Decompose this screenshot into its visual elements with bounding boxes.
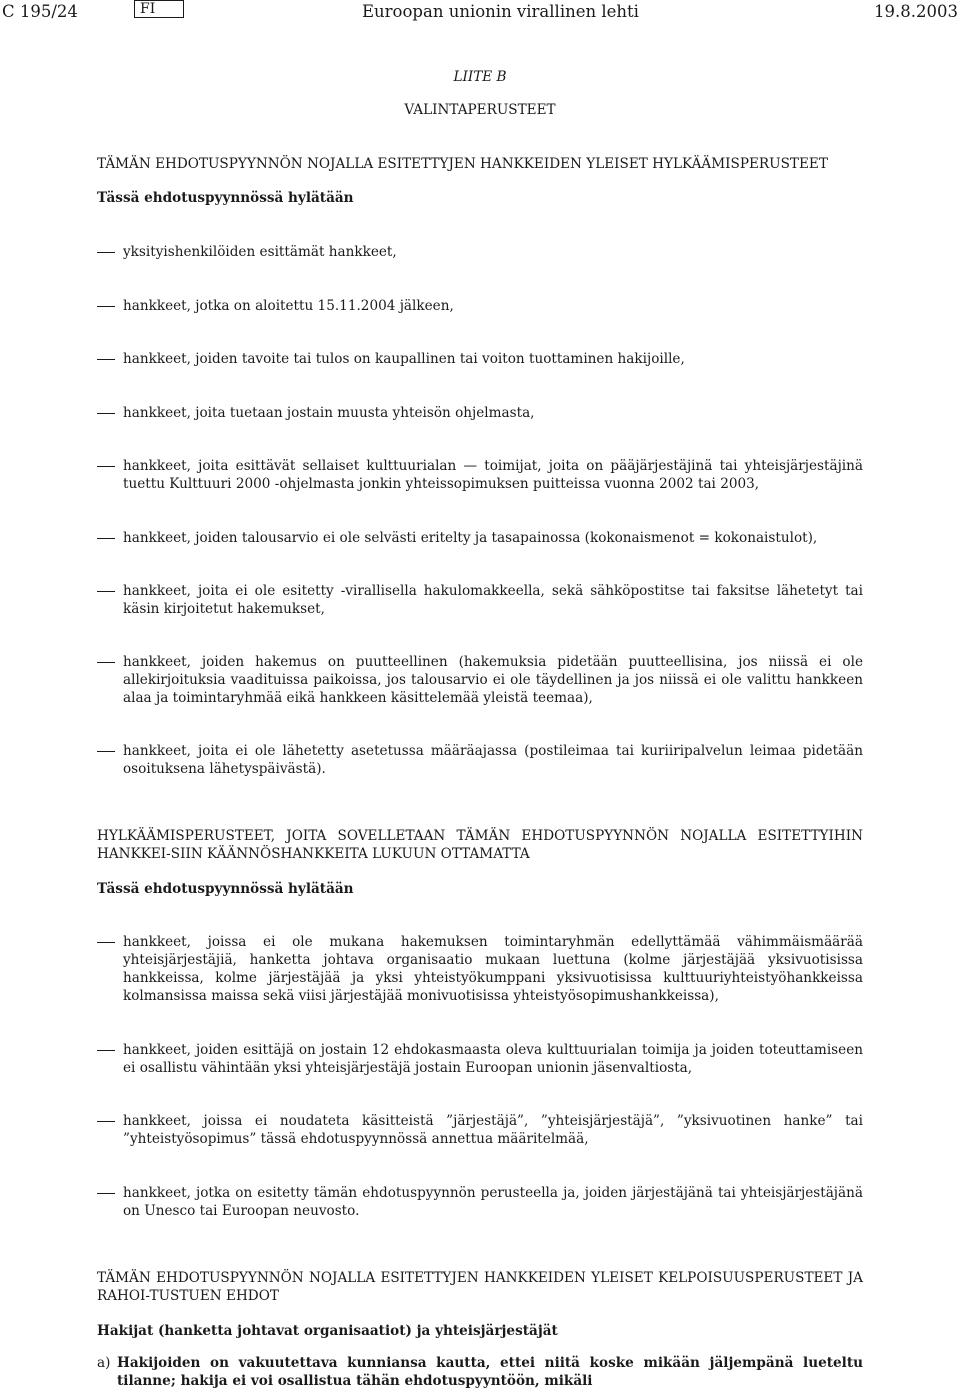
dash-bullet xyxy=(97,466,115,467)
list-item-text: hankkeet, joita tuetaan jostain muusta yhteisön ohjelmasta, xyxy=(123,405,535,421)
dash-bullet xyxy=(97,662,115,663)
language-badge: FI xyxy=(134,0,184,18)
list-item-text: hankkeet, jotka on esitetty tämän ehdotuspyynnön perusteella ja, joiden järjestäjänä tai yhteisjärjestäjänä on Unesco tai Euroopan neuvosto. xyxy=(123,1185,863,1219)
journal-title: Euroopan unionin virallinen lehti xyxy=(362,2,639,21)
dash-bullet xyxy=(97,1193,115,1194)
list-item-text: hankkeet, joiden esittäjä on jostain 12 ehdokasmaasta oleva kulttuurialan toimija ja joiden toteuttamiseen ei osallistu vähintään yksi yhteisjärjestäjä jostain Euroopan unionin jäsenvaltiosta, xyxy=(123,1042,863,1076)
list-item-text: hankkeet, joita ei ole esitetty -virallisella hakulomakkeella, sekä sähköpostitse tai faksitse lähetetyt tai käsin kirjoitetut hakemukset, xyxy=(123,583,863,617)
dash-bullet xyxy=(97,1050,115,1051)
dash-bullet xyxy=(97,591,115,592)
annex-title: VALINTAPERUSTEET xyxy=(404,102,556,118)
section1-heading: TÄMÄN EHDOTUSPYYNNÖN NOJALLA ESITETTYJEN HANKKEIDEN YLEISET HYLKÄÄMISPERUSTEET xyxy=(97,156,828,172)
dash-bullet xyxy=(97,942,115,943)
list-item-text: yksityishenkilöiden esittämät hankkeet, xyxy=(123,244,397,260)
list-item-text: hankkeet, joita esittävät sellaiset kulttuurialan — toimijat, joita on pääjärjestäjinä tai yhteisjärjestäjinä tuettu Kulttuuri 2000 -ohjelmasta jonkin yhteissopimuksen puitteissa vuonna 2002 tai 2003, xyxy=(123,458,863,492)
list-item-text: hankkeet, joissa ei ole mukana hakemuksen toimintaryhmän edellyttämää vähimmäismäärää yhteisjärjestäjiä, hanketta johtava organisaatio mukaan luettuna (kolme järjestäjää yksivuotisissa hankkeissa, kolme järjestäjää ja yksi yhteistyökumppani yksivuotisissa kulttuuriyhteistyöhankkeissa kolmansissa maissa sekä viisi järjestäjää monivuotisissa yhteistyösopimushankkeissa), xyxy=(123,934,863,1004)
list-item-text: hankkeet, joita ei ole lähetetty asetetussa määräajassa (postileimaa tai kuriiripalvelun leimaa pidetään osoituksena lähetyspäivästä). xyxy=(123,743,863,777)
dash-bullet xyxy=(97,538,115,539)
dash-bullet xyxy=(97,751,115,752)
section3-heading: TÄMÄN EHDOTUSPYYNNÖN NOJALLA ESITETTYJEN HANKKEIDEN YLEISET KELPOISUUSPERUSTEET JA RAHOI-TUSTUEN EHDOT xyxy=(97,1270,863,1304)
list-item-text: hankkeet, joiden talousarvio ei ole selvästi eritelty ja tasapainossa (kokonaismenot = kokonaistulot), xyxy=(123,530,818,546)
dash-bullet xyxy=(97,252,115,253)
dash-bullet xyxy=(97,413,115,414)
dash-bullet xyxy=(97,1121,115,1122)
list-item-marker: a) xyxy=(97,1355,111,1371)
section2-heading: HYLKÄÄMISPERUSTEET, JOITA SOVELLETAAN TÄMÄN EHDOTUSPYYNNÖN NOJALLA ESITETTYIHIN HANKKEI-SIIN KÄÄNNÖSHANKKEITA LUKUUN OTTAMATTA xyxy=(97,828,863,862)
section2-subheading: Tässä ehdotuspyynnössä hylätään xyxy=(97,881,354,897)
dash-bullet xyxy=(97,306,115,307)
annex-label: LIITE B xyxy=(453,69,507,85)
section1-subheading: Tässä ehdotuspyynnössä hylätään xyxy=(97,190,354,206)
list-item-text: hankkeet, joiden hakemus on puutteellinen (hakemuksia pidetään puutteellisina, jos niissä ei ole allekirjoituksia vaadituissa paikoissa, jos talousarvio ei ole täydellinen ja jos niissä ei ole valittu hankkeen alaa ja toimintaryhmää eikä hankkeen käsittelemää yleistä teemaa), xyxy=(123,654,863,706)
list-item-text: hankkeet, jotka on aloitettu 15.11.2004 jälkeen, xyxy=(123,298,454,314)
publication-date: 19.8.2003 xyxy=(874,2,958,21)
dash-bullet xyxy=(97,359,115,360)
list-item-text: hankkeet, joissa ei noudateta käsitteistä ”järjestäjä”, ”yhteisjärjestäjä”, ”yksivuotinen hanke” tai ”yhteistyösopimus” tässä ehdotuspyynnössä annettua määritelmää, xyxy=(123,1113,863,1147)
list-item-text: Hakijoiden on vakuutettava kunniansa kautta, ettei niitä koske mikään jäljempänä lueteltu tilanne; hakija ei voi osallistua tähän ehdotuspyyntöön, mikäli xyxy=(117,1355,863,1389)
journal-reference: C 195/24 xyxy=(2,2,78,21)
list-item-text: hankkeet, joiden tavoite tai tulos on kaupallinen tai voiton tuottaminen hakijoille, xyxy=(123,351,685,367)
section3-subheading: Hakijat (hanketta johtavat organisaatiot) ja yhteisjärjestäjät xyxy=(97,1323,558,1339)
